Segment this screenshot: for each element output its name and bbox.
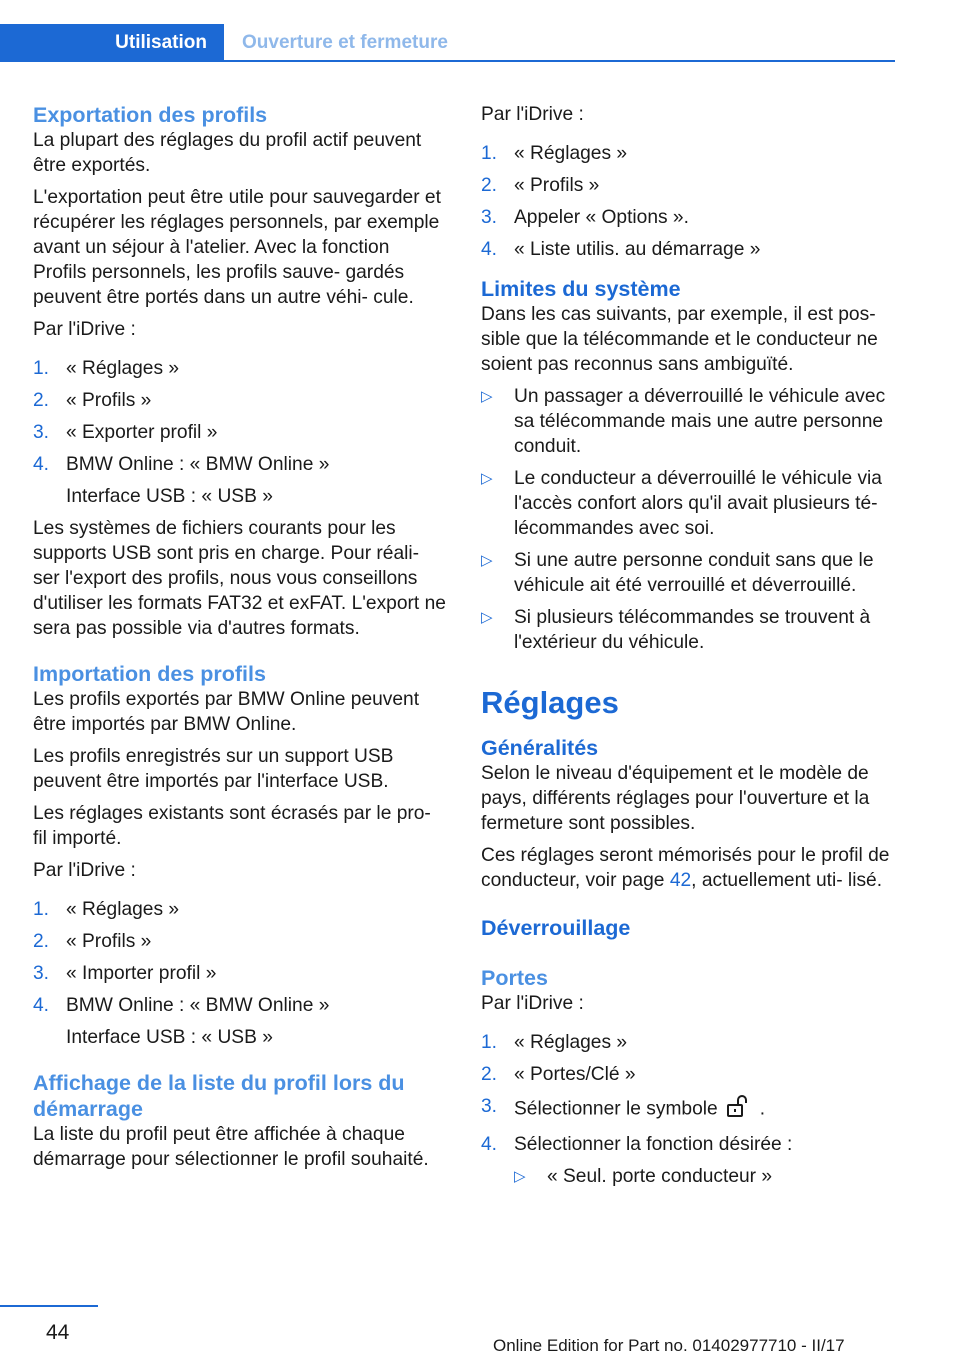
list-item <box>33 961 447 986</box>
list-text: « Liste utilis. au démarrage » <box>514 239 761 260</box>
list-number: 3. <box>481 1096 498 1117</box>
list-text: « Réglages » <box>66 358 180 379</box>
paragraph: Par l'iDrive : <box>33 860 136 881</box>
list-item <box>33 420 447 445</box>
bullet-triangle-icon: ▷ <box>481 609 493 626</box>
section-title-export: Exportation des profils <box>33 103 268 127</box>
list-number: 3. <box>33 963 50 984</box>
section-title-system-limits: Limites du système <box>481 277 681 301</box>
left-column <box>33 102 447 1179</box>
list-item <box>33 993 447 1018</box>
list-text: Sélectionner la fonction désirée : <box>514 1134 793 1155</box>
section-title-startup-list: Affichage de la liste du profil lors du démarrage <box>33 1071 405 1121</box>
list-item <box>33 897 447 922</box>
list-item <box>481 1030 895 1055</box>
paragraph: L'exportation peut être utile pour sauvegarder et récupérer les réglages personnels, par exemple avant un séjour à l'atelier. Avec la fonction Profils personnels, les profils sauve‐ gardés peuvent être portés dans un autre véhi‐ cule. <box>33 187 441 308</box>
list-text: Le conducteur a déverrouillé le véhicule via l'accès confort alors qu'il avait plusieurs té‐ lécommandes avec soi. <box>514 468 882 539</box>
list-number: 2. <box>33 931 50 952</box>
paragraph: La liste du profil peut être affichée à chaque démarrage pour sélectionner le profil souhaité. <box>33 1124 429 1170</box>
list-continuation: Interface USB : « USB » <box>66 486 273 507</box>
list-item <box>481 605 895 655</box>
list-text: « Profils » <box>66 931 152 952</box>
list-item <box>33 356 447 381</box>
list-text: Si une autre personne conduit sans que le véhicule ait été verrouillé et déverrouillé. <box>514 550 874 596</box>
list-item <box>481 237 895 262</box>
list-text: « Profils » <box>514 175 600 196</box>
list-number: 1. <box>481 1032 498 1053</box>
list-number: 4. <box>481 239 498 260</box>
list-number: 1. <box>481 143 498 164</box>
paragraph: Par l'iDrive : <box>481 104 584 125</box>
footer-rule <box>0 1305 98 1307</box>
list-text: Si plusieurs télécommandes se trouvent à l'extérieur du véhicule. <box>514 607 871 653</box>
list-text: « Réglages » <box>514 143 628 164</box>
list-text: « Seul. porte conducteur » <box>547 1166 773 1187</box>
list-item <box>33 452 447 477</box>
text: . <box>759 1098 766 1120</box>
section-title-deverrouillage: Déverrouillage <box>481 916 631 940</box>
bullet-triangle-icon: ▷ <box>481 552 493 569</box>
paragraph: Par l'iDrive : <box>33 319 136 340</box>
list-item <box>481 1062 895 1087</box>
paragraph: Par l'iDrive : <box>481 993 584 1014</box>
page-link[interactable]: 42 <box>669 870 692 891</box>
header-bar <box>0 24 895 62</box>
bullet-triangle-icon: ▷ <box>481 388 493 405</box>
list-text: « Réglages » <box>514 1032 628 1053</box>
list-number: 2. <box>481 1064 498 1085</box>
bullet-triangle-icon: ▷ <box>481 470 493 487</box>
paragraph: La plupart des réglages du profil actif peuvent être exportés. <box>33 130 422 176</box>
section-title-import: Importation des profils <box>33 662 266 686</box>
list-item <box>33 388 447 413</box>
list-text: « Exporter profil » <box>66 422 218 443</box>
paragraph-page-ref <box>481 843 895 893</box>
list-text: « Réglages » <box>66 899 180 920</box>
list-item <box>481 205 895 230</box>
right-column <box>481 102 895 1196</box>
tab-ouverture-fermeture[interactable]: Ouverture et fermeture <box>242 32 448 53</box>
numbered-list-startup <box>481 141 895 262</box>
list-number: 3. <box>33 422 50 443</box>
paragraph: Les profils exportés par BMW Online peuvent être importés par BMW Online. <box>33 689 420 735</box>
list-text: BMW Online : « BMW Online » <box>66 995 330 1016</box>
list-number: 1. <box>33 899 50 920</box>
list-item <box>481 384 895 459</box>
list-item <box>481 1094 895 1125</box>
list-item <box>33 929 447 954</box>
list-number: 2. <box>33 390 50 411</box>
unlock-icon <box>726 1094 752 1125</box>
paragraph: Les réglages existants sont écrasés par le pro‐ fil importé. <box>33 803 431 849</box>
page-number: 44 <box>46 1321 70 1344</box>
chapter-title-reglages: Réglages <box>481 685 619 720</box>
paragraph: Les systèmes de fichiers courants pour les supports USB sont pris en charge. Pour réali‐ ser l'export des profils, nous vous conseillons d'utiliser les formats FAT32 et exFAT. L'export ne sera pas possible via d'autres formats. <box>33 518 446 639</box>
section-title-portes: Portes <box>481 966 548 990</box>
paragraph: Dans les cas suivants, par exemple, il est pos‐ sible que la télécommande et le conducteur ne soient pas reconnus sans ambiguïté. <box>481 304 878 375</box>
list-item <box>481 173 895 198</box>
list-text: « Importer profil » <box>66 963 217 984</box>
text: Sélectionner le symbole <box>514 1098 718 1120</box>
list-number: 4. <box>481 1134 498 1155</box>
text: , actuellement uti‐ lisé. <box>691 870 883 891</box>
list-number: 4. <box>33 995 50 1016</box>
list-continuation: Interface USB : « USB » <box>66 1027 273 1048</box>
bullet-list-door-options <box>481 1164 895 1189</box>
list-text <box>514 1094 765 1125</box>
bullet-triangle-icon: ▷ <box>514 1168 526 1185</box>
list-item <box>481 141 895 166</box>
numbered-list-portes <box>481 1030 895 1157</box>
edition-note: Online Edition for Part no. 01402977710 - II/17 <box>493 1336 845 1355</box>
paragraph: Les profils enregistrés sur un support USB peuvent être importés par l'interface USB. <box>33 746 394 792</box>
list-text: « Portes/Clé » <box>514 1064 636 1085</box>
list-text: « Profils » <box>66 390 152 411</box>
list-number: 2. <box>481 175 498 196</box>
list-item <box>481 1132 895 1157</box>
list-text: Appeler « Options ». <box>514 207 689 228</box>
list-text: Un passager a déverrouillé le véhicule avec sa télécommande mais une autre personne conduit. <box>514 386 886 457</box>
numbered-list-import <box>33 897 447 1018</box>
header-rule <box>0 60 895 62</box>
list-number: 4. <box>33 454 50 475</box>
list-item <box>481 548 895 598</box>
tab-utilisation[interactable]: Utilisation <box>0 24 224 62</box>
numbered-list-export <box>33 356 447 477</box>
text: Ces réglages seront mémorisés pour le profil de conducteur, voir page <box>481 845 890 891</box>
paragraph: Selon le niveau d'équipement et le modèle de pays, différents réglages pour l'ouverture et la fermeture sont possibles. <box>481 763 870 834</box>
section-title-generalites: Généralités <box>481 736 599 760</box>
list-number: 1. <box>33 358 50 379</box>
list-item <box>514 1164 895 1189</box>
bullet-list-limits <box>481 384 895 655</box>
list-text: BMW Online : « BMW Online » <box>66 454 330 475</box>
list-number: 3. <box>481 207 498 228</box>
list-item <box>481 466 895 541</box>
